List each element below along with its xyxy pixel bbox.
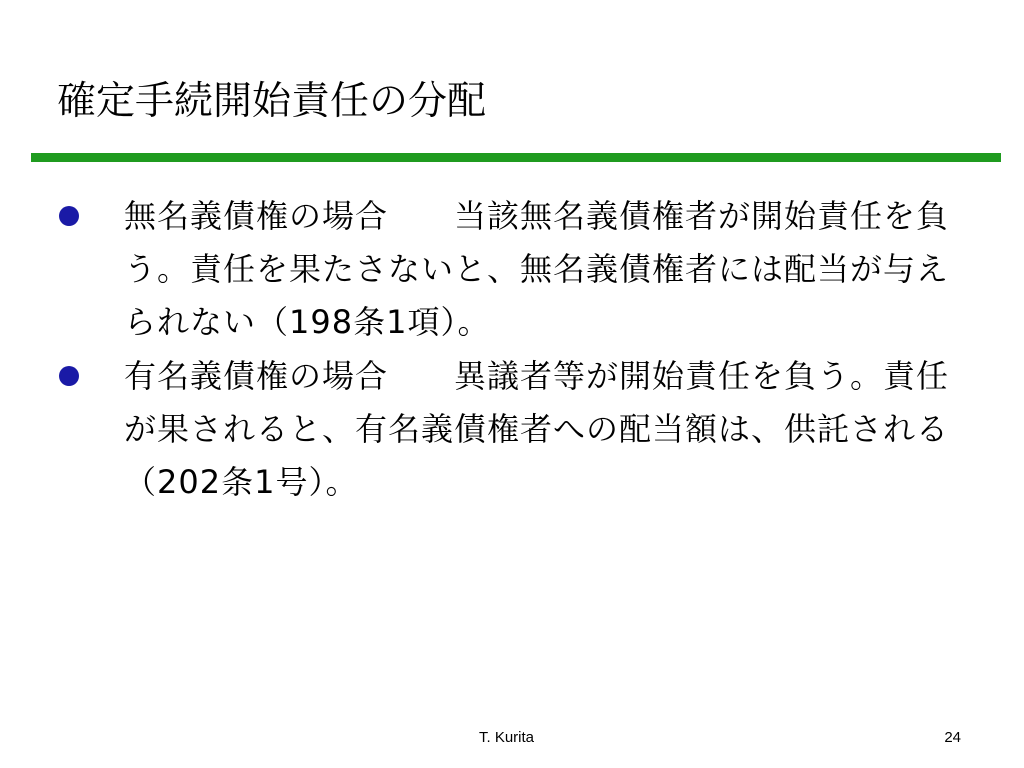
footer-author: T. Kurita (479, 729, 535, 746)
slide-title: 確定手続開始責任の分配 (57, 79, 487, 124)
bullet-list (56, 190, 976, 510)
bullet-icon (59, 366, 79, 386)
bullet-icon (59, 206, 79, 226)
list-item (56, 350, 976, 509)
page-number: 24 (944, 729, 961, 746)
title-divider (31, 153, 1001, 162)
bullet-text: 無名義債権の場合 当該無名義債権者が開始責任を負う。責任を果たさないと、無名義債権者には配当が与えられない（198条1項）。 (124, 197, 950, 341)
list-item (56, 190, 976, 349)
bullet-text: 有名義債権の場合 異議者等が開始責任を負う。責任が果されると、有名義債権者への配当額は、供託される（202条1号）。 (124, 357, 950, 501)
